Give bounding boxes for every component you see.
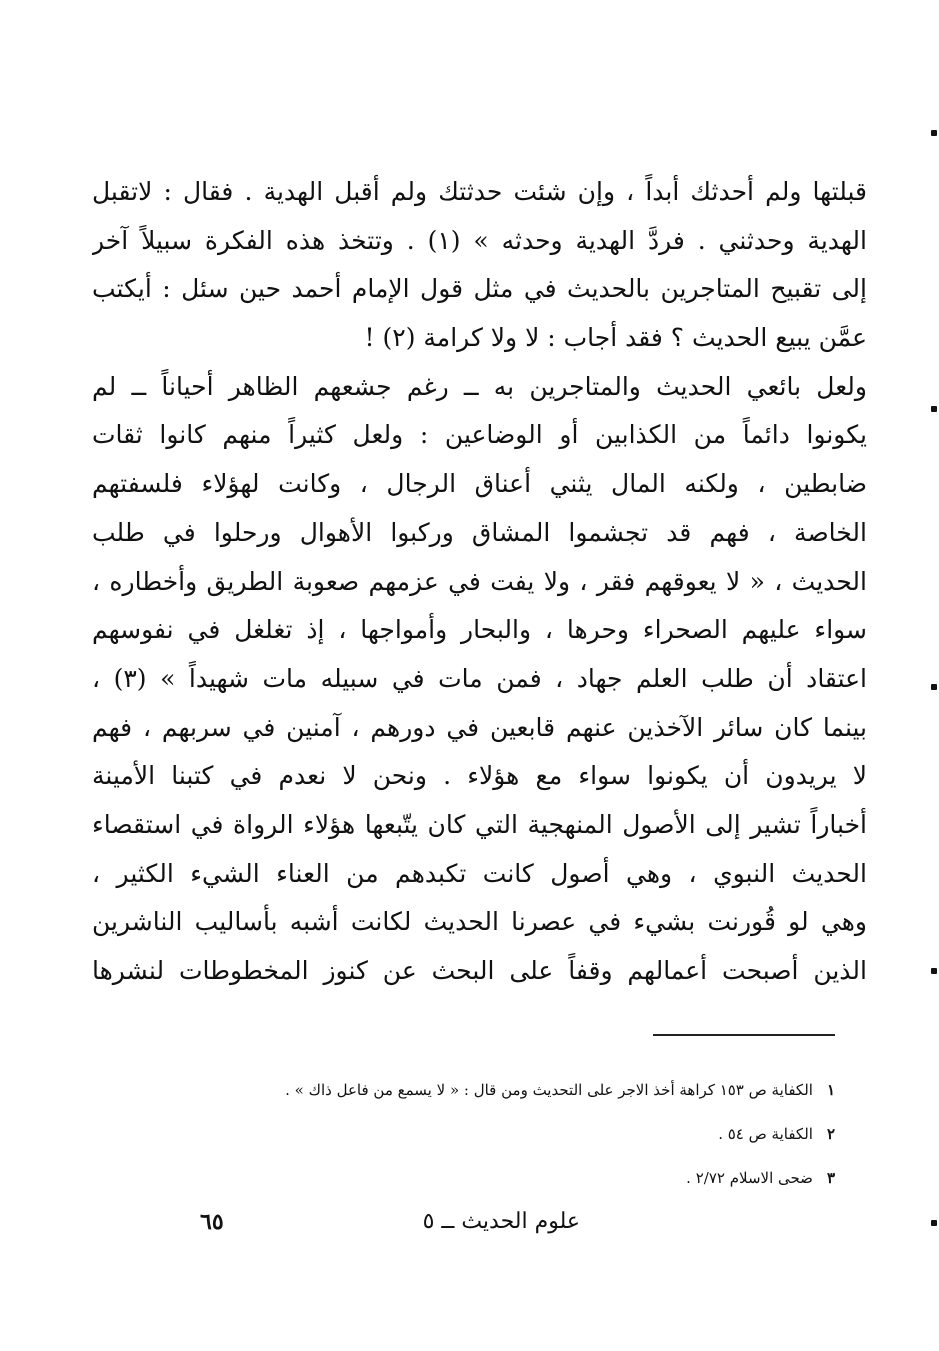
- scan-mark: [931, 406, 937, 412]
- footnote-3: [215, 1156, 835, 1200]
- running-title: علوم الحديث ــ ٥: [422, 1209, 580, 1234]
- footnote-2: [215, 1112, 835, 1156]
- footnotes: [215, 1068, 835, 1200]
- footnote-separator: [653, 1034, 835, 1036]
- text-line-14: أخباراً تشير إلى الأصول المنهجية التي كان يتّبعها هؤلاء الرواة في استقصاء: [92, 809, 867, 839]
- page-footer: [200, 1202, 580, 1242]
- footnote-text: الكفاية ص ١٥٣ كراهة أخذ الاجر على التحديث ومن قال : « لا يسمع من فاعل ذاك » .: [285, 1081, 813, 1099]
- text-line-5: ولعل بائعي الحديث والمتاجرين به ــ رغم جشعهم الظاهر أحياناً ــ لم: [92, 371, 867, 401]
- footnote-number: ٢: [826, 1125, 835, 1143]
- text-line-7: ضابطين ، ولكنه المال يثني أعناق الرجال ، وكانت لهؤلاء فلسفتهم: [92, 469, 867, 499]
- text-line-17: الذين أصبحت أعمالهم وقفاً على البحث عن كنوز المخطوطات لنشرها: [92, 956, 867, 985]
- body-text: [92, 168, 867, 996]
- text-line-2: الهدية وحدثني . فردَّ الهدية وحدثه » (١) . وتتخذ هذه الفكرة سبيلاً آخر: [92, 225, 867, 255]
- footnote-text: ضحى الاسلام ٢/٧٢ .: [686, 1169, 813, 1187]
- text-line-10: سواء عليهم الصحراء وحرها ، والبحار وأمواجها ، إذ تغلغل في نفوسهم: [92, 615, 867, 645]
- footnote-number: ١: [826, 1081, 835, 1099]
- scan-mark: [931, 1220, 937, 1226]
- scan-mark: [931, 130, 937, 136]
- text-line-12: بينما كان سائر الآخذين عنهم قابعين في دورهم ، آمنين في سربهم ، فهم: [92, 712, 867, 742]
- text-line-15: الحديث النبوي ، وهي أصول كانت تكبدهم من العناء الشيء الكثير ،: [92, 858, 867, 888]
- text-line-9: الحديث ، « لا يعوقهم فقر ، ولا يفت في عزمهم صعوبة الطريق وأخطاره ،: [92, 566, 867, 596]
- footnote-1: [215, 1068, 835, 1112]
- text-line-11: اعتقاد أن طلب العلم جهاد ، فمن مات في سبيله مات شهيداً » (٣) ،: [92, 663, 867, 693]
- page-number: ٦٥: [200, 1209, 224, 1235]
- footnote-number: ٣: [826, 1169, 835, 1187]
- scan-mark: [931, 968, 937, 974]
- scan-mark: [931, 684, 937, 690]
- text-line-8: الخاصة ، فهم قد تجشموا المشاق وركبوا الأهوال ورحلوا في طلب: [92, 517, 867, 547]
- text-line-16: وهي لو قُورنت بشيء في عصرنا الحديث لكانت أشبه بأساليب الناشرين: [92, 907, 867, 937]
- footnote-text: الكفاية ص ٥٤ .: [718, 1125, 813, 1143]
- text-line-13: لا يريدون أن يكونوا سواء مع هؤلاء . ونحن لا نعدم في كتبنا الأمينة: [92, 761, 867, 791]
- text-line-3: إلى تقبيح المتاجرين بالحديث في مثل قول الإمام أحمد حين سئل : أيكتب: [92, 274, 867, 304]
- text-line-1: قبلتها ولم أحدثك أبداً ، وإن شئت حدثتك ولم أقبل الهدية . فقال : لاتقبل: [92, 177, 867, 206]
- text-line-6: يكونوا دائماً من الكذابين أو الوضاعين : ولعل كثيراً منهم كانوا ثقات: [92, 420, 867, 450]
- text-line-4: عمَّن يبيع الحديث ؟ فقد أجاب : لا ولا كرامة (٢) !: [364, 323, 867, 353]
